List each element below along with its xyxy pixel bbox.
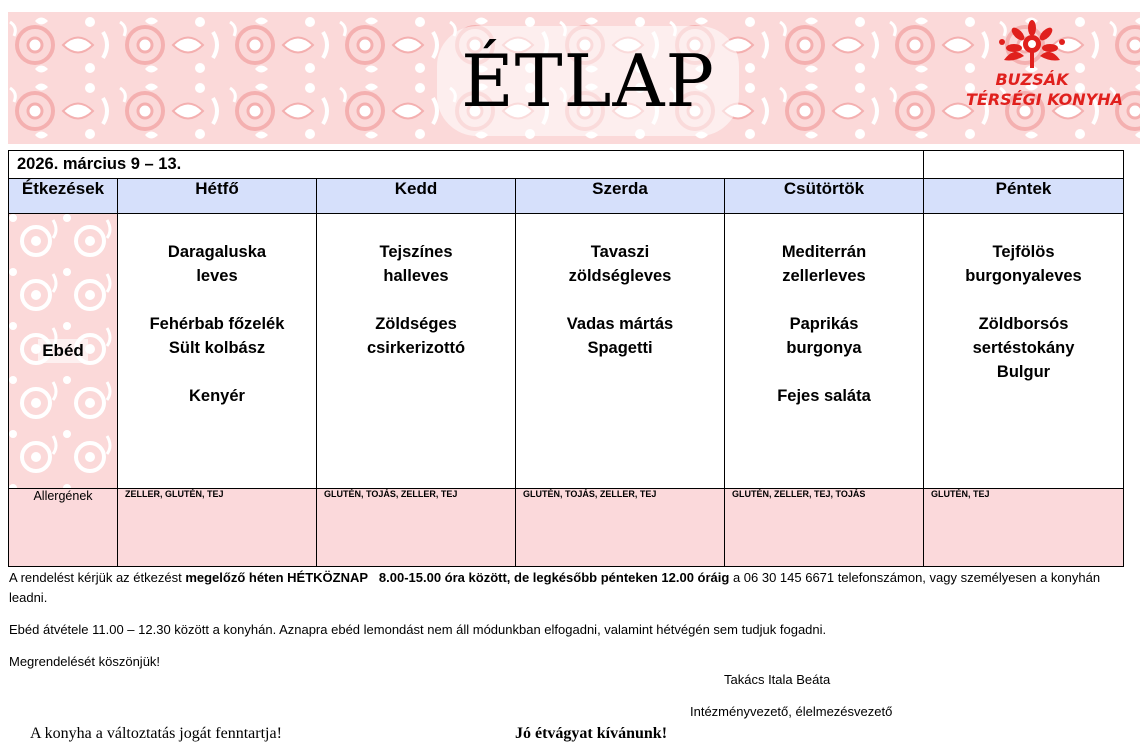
dishes-tuesday: Tejszínes halleves Zöldséges csirkerizottó	[366, 243, 466, 357]
order-notes	[9, 568, 1129, 672]
dishes-friday: Tejfölös burgonyaleves Zöldborsós sertéstokány Bulgur	[965, 243, 1082, 381]
dishes-thursday: Mediterrán zellerleves Paprikás burgonya Fejes saláta	[777, 243, 871, 405]
column-header-wednesday: Szerda	[516, 179, 725, 214]
column-header-thursday: Csütörtök	[725, 179, 924, 214]
empty-cell	[924, 151, 1124, 179]
folk-flower-icon	[996, 20, 1068, 70]
column-header-tuesday: Kedd	[317, 179, 516, 214]
header-banner	[8, 12, 1140, 144]
signer-name: Takács Itala Beáta	[724, 672, 831, 687]
order-instructions: A rendelést kérjük az étkezést megelőző héten HÉTKÖZNAP 8.00-15.00 óra között, de legkésőbb pénteken 12.00 óráig a 06 30 145 6671 telefonszámon, vagy személyesen a konyhán leadni.	[9, 570, 1101, 605]
lunch-label-cell	[9, 214, 118, 489]
allergens-tuesday: GLUTÉN, TOJÁS, ZELLER, TEJ	[317, 489, 516, 567]
change-rights-note: A konyha a változtatás jogát fenntartja!	[30, 725, 282, 742]
allergens-wednesday: GLUTÉN, TOJÁS, ZELLER, TEJ	[516, 489, 725, 567]
dishes-monday: Daragaluska leves Fehérbab főzelék Sült kolbász Kenyér	[149, 243, 285, 405]
dishes-wednesday: Tavaszi zöldségleves Vadas mártás Spagetti	[566, 243, 674, 357]
allergens-thursday: GLUTÉN, ZELLER, TEJ, TOJÁS	[725, 489, 924, 567]
thanks-text: Megrendelését köszönjük!	[9, 654, 161, 669]
column-header-friday: Péntek	[924, 179, 1124, 214]
logo-text-buzsak: BUZSÁK	[995, 70, 1069, 89]
lunch-label: Ebéd	[38, 339, 88, 363]
pickup-info: Ebéd átvétele 11.00 – 12.30 között a konyhán. Aznapra ebéd lemondást nem áll módunkban elfogadni, valamint hétvégén sem tudjuk fogadni.	[9, 622, 827, 637]
allergens-friday: GLUTÉN, TEJ	[924, 489, 1124, 567]
weekday-header-row	[9, 179, 1124, 214]
bon-appetit-note: Jó étvágyat kívánunk!	[515, 725, 668, 742]
buzsak-logo	[966, 20, 1123, 138]
date-range: 2026. március 9 – 13.	[9, 151, 924, 179]
allergen-row	[9, 489, 1124, 567]
logo-text-konyha: TÉRSÉGI KONYHA	[966, 90, 1123, 109]
column-header-monday: Hétfő	[118, 179, 317, 214]
lunch-row	[9, 214, 1124, 489]
allergens-monday: ZELLER, GLUTÉN, TEJ	[118, 489, 317, 567]
allergen-label: Allergének	[9, 489, 118, 567]
page-title: ÉTLAP	[8, 26, 1140, 136]
column-header-meals: Étkezések	[9, 179, 118, 214]
menu-table	[8, 150, 1124, 567]
signer-role: Intézményvezető, élelmezésvezető	[690, 704, 893, 719]
